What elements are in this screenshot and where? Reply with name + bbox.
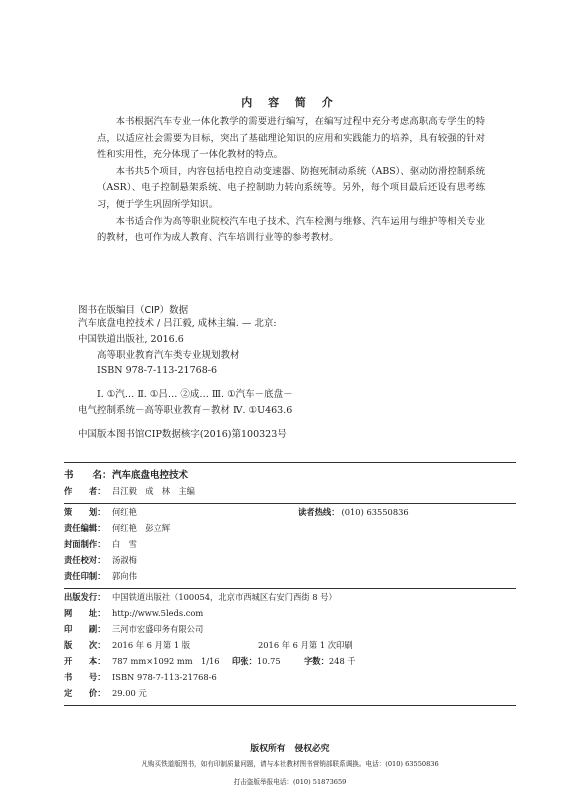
print-manager-row [64,568,516,584]
format: 787 mm×1092 mm 1/16 [112,656,220,666]
reader-hotline-label: 读者热线： [298,507,340,517]
publisher: 中国铁道出版社（100054，北京市西城区右安门西街 8 号） [112,592,337,602]
isbn-label: 书 号： [64,672,106,682]
format-label: 开 本： [64,656,106,666]
words [304,653,356,669]
edition-row [64,637,516,653]
intro-paragraph: 本书适合作为高等职业院校汽车电子技术、汽车检测与维修、汽车运用与维护等相关专业的教材，也可作为成人教育、汽车培训行业等的参考教材。 [97,215,485,244]
website: http://www.5leds.com [112,608,204,618]
book-title-row [64,467,516,483]
website-row [64,605,516,621]
planner: 何红艳 [112,507,137,517]
cover-label: 封面制作： [64,539,106,549]
website-label: 网 址： [64,608,106,618]
edition-label: 版 次： [64,640,106,650]
sheets-value: 10.75 [256,656,281,666]
price-row [64,685,516,701]
bibliographic-block [64,462,516,706]
price-label: 定 价： [64,688,106,698]
planner-label: 策 划： [64,507,106,517]
cip-heading: 图书在版编目（CIP）数据 [78,305,189,316]
editor-label: 责任编辑： [64,523,106,533]
words-value: 248 千 [328,656,356,666]
printer-row [64,621,516,637]
printer: 三河市宏盛印务有限公司 [112,624,204,634]
intro-section [97,114,485,247]
price: 29.00 元 [112,688,147,698]
book-title: 汽车底盘电控技术 [112,470,189,481]
author-row [64,483,516,499]
isbn: ISBN 978-7-113-21768-6 [112,672,217,682]
cip-line: 中国铁道出版社, 2016.6 [78,333,184,345]
print-manager-label: 责任印制： [64,571,106,581]
cover-designer: 白 雪 [112,539,137,549]
format-row [64,653,516,669]
cover-row [64,536,516,552]
divider [64,705,516,706]
editor: 何红艳 彭立辉 [112,523,171,533]
reader-hotline [298,504,409,520]
intro-title: 内 容 简 介 [241,96,339,109]
proofreader-label: 责任校对： [64,555,106,565]
cip-line: 汽车底盘电控技术 / 吕江毅, 成林主编. — 北京: [78,318,277,329]
book-title-label: 书 名： [64,470,112,481]
proofreader: 汤淑梅 [112,555,137,565]
editor-row [64,520,516,536]
author: 吕江毅 成 林 主编 [112,486,195,496]
isbn-row [64,669,516,685]
author-label: 作 者： [64,486,106,496]
edition: 2016 年 6 月第 1 版 [112,640,191,650]
printer-label: 印 刷： [64,624,106,634]
sheets [232,653,281,669]
cip-verification: 中国版本图书馆CIP数据核字(2016)第100323号 [78,428,287,440]
cip-line: 电气控制系统－高等职业教育－教材 Ⅳ. ①U463.6 [78,404,293,416]
cip-line: ISBN 978-7-113-21768-6 [97,365,217,377]
proofreader-row [64,552,516,568]
quality-notice: 凡购买铁道版图书，如有印制质量问题，请与本社教材图书营销部联系调换。电话：(010) 63550836 [141,760,439,768]
copyright-notice: 版权所有 侵权必究 [250,744,330,754]
words-label: 字数： [304,656,329,666]
reader-hotline-number: (010) 63550836 [341,507,409,517]
publisher-row [64,589,516,605]
sheets-label: 印张： [232,656,257,666]
cip-line: 高等职业教育汽车类专业规划教材 [97,349,240,361]
planner-row [64,504,516,520]
piracy-hotline: 打击盗版举报电话：(010) 51873659 [233,778,347,786]
print-manager: 郭向伟 [112,571,137,581]
intro-paragraph: 本书共5个项目，内容包括电控自动变速器、防抱死制动系统（ABS）、驱动防滑控制系统（ASR）、电子控制悬架系统、电子控制助力转向系统等。另外，每个项目最后还设有思考练习，便于学生巩固所学知识。 [97,165,485,210]
impression: 2016 年 6 月第 1 次印刷 [258,640,353,650]
publisher-label: 出版发行： [64,592,106,602]
cip-line: Ⅰ. ①汽… Ⅱ. ①吕… ②成… Ⅲ. ①汽车－底盘－ [97,389,293,401]
intro-paragraph: 本书根据汽车专业一体化教学的需要进行编写，在编写过程中充分考虑高职高专学生的特点，以适应社会需要为目标，突出了基础理论知识的应用和实践能力的培养，具有较强的针对性和实用性，充分体现了一体化教材的特点。 [97,116,485,161]
cip-block [78,316,498,443]
